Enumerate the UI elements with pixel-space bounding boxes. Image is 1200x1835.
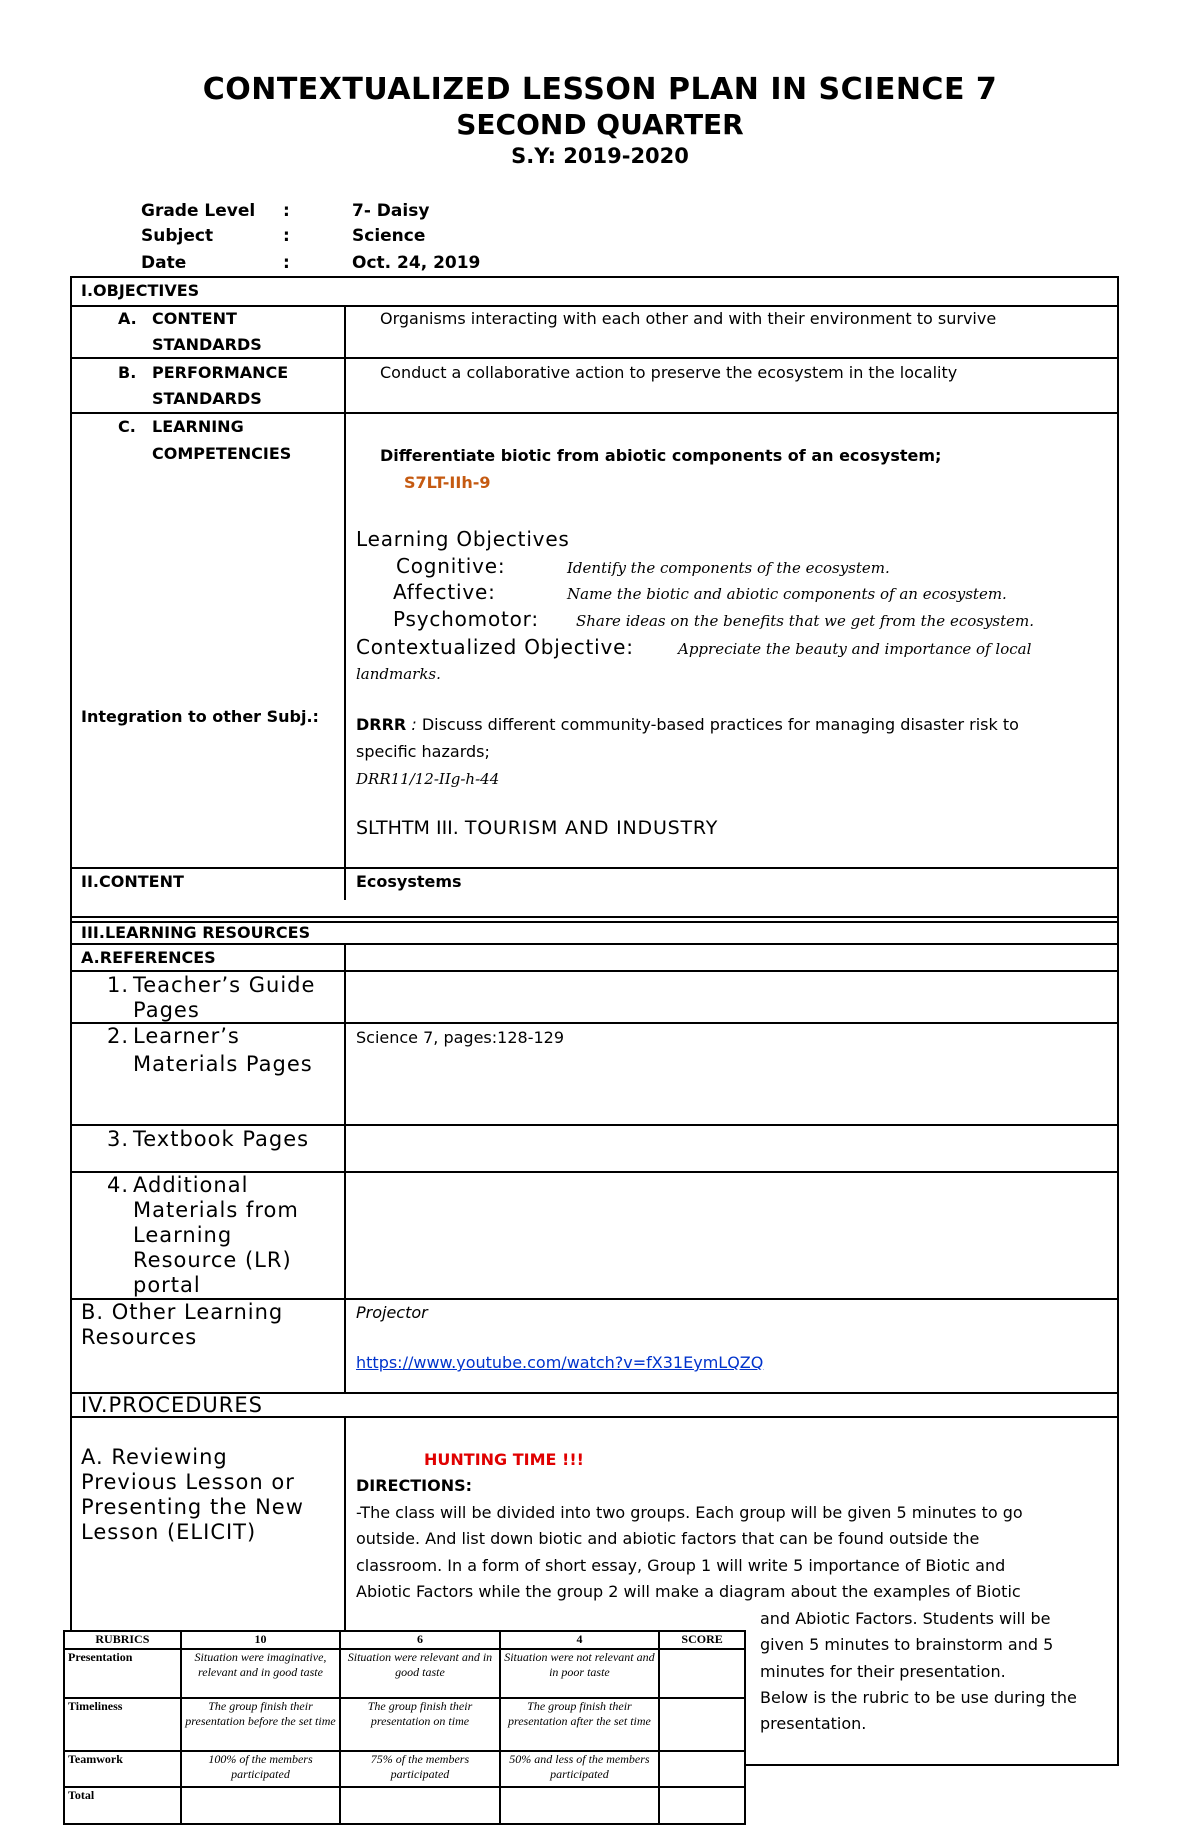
learners-materials-label: Materials Pages	[133, 1052, 313, 1076]
rubric-criterion: Teamwork	[64, 1751, 181, 1787]
rubric-descriptor	[500, 1787, 659, 1824]
learners-materials-value: Science 7, pages:128-129	[356, 1028, 564, 1047]
resource-number: 3.	[107, 1127, 130, 1151]
competency-code: S7LT-IIh-9	[404, 473, 491, 492]
teachers-guide-label: Teacher’s Guide	[133, 973, 316, 997]
rubric-descriptor: The group finish their presentation before the set time	[181, 1698, 340, 1751]
competency-text: Differentiate biotic from abiotic components of an ecosystem;	[380, 446, 942, 465]
rubric-header: 4	[500, 1631, 659, 1649]
additional-materials-label: Learning	[133, 1223, 233, 1247]
rubric-header: 10	[181, 1631, 340, 1649]
info-label: Date	[141, 253, 187, 273]
info-colon: :	[283, 226, 290, 246]
rubric-descriptor: 100% of the members participated	[181, 1751, 340, 1787]
procedure-a-label: Presenting the New	[81, 1495, 304, 1519]
performance-standards-label: STANDARDS	[152, 389, 262, 408]
info-label: Subject	[141, 226, 214, 246]
info-subject-value: Science	[352, 226, 426, 246]
procedure-a-label: Previous Lesson or	[81, 1470, 295, 1494]
table-border	[1117, 276, 1119, 1765]
directions-line: classroom. In a form of short essay, Group 1 will write 5 importance of Biotic and	[356, 1556, 1006, 1575]
integration-label: Integration to other Subj.:	[81, 707, 319, 726]
rubric-descriptor	[340, 1787, 499, 1824]
contextualized-label: Contextualized Objective:	[356, 635, 634, 659]
rubric-score-cell[interactable]	[659, 1751, 745, 1787]
learning-objectives-heading: Learning Objectives	[356, 527, 570, 551]
directions-line: and Abiotic Factors. Students will be	[760, 1609, 1051, 1628]
table-border	[70, 867, 1119, 869]
learning-competencies-label: LEARNING	[152, 417, 244, 436]
rubric-header-row	[64, 1631, 745, 1649]
rubric-total-row	[64, 1787, 745, 1824]
table-border	[70, 970, 1119, 972]
rubric-header: SCORE	[659, 1631, 745, 1649]
youtube-link[interactable]: https://www.youtube.com/watch?v=fX31EymLQZQ	[356, 1353, 764, 1372]
rubric-descriptor: The group finish their presentation after the set time	[500, 1698, 659, 1751]
rubric-criterion: Total	[64, 1787, 181, 1824]
additional-materials-label: Resource (LR)	[133, 1248, 292, 1272]
rubric-descriptor: Situation were imaginative, relevant and in good taste	[181, 1649, 340, 1698]
rubric-criterion: Timeliness	[64, 1698, 181, 1751]
rubric-table	[63, 1630, 746, 1825]
slthtm-line	[356, 815, 718, 841]
table-divider	[344, 1418, 346, 1630]
textbook-pages-label: Textbook Pages	[133, 1127, 310, 1151]
content-standards-value: Organisms interacting with each other and with their environment to survive	[380, 309, 997, 328]
directions-line: Abiotic Factors while the group 2 will make a diagram about the examples of Biotic	[356, 1582, 1021, 1601]
rubric-header: 6	[340, 1631, 499, 1649]
activity-title: HUNTING TIME !!!	[424, 1450, 584, 1469]
resource-number: 2.	[107, 1024, 130, 1048]
slthtm-prefix: SLTHTM III.	[356, 817, 459, 839]
school-year: S.Y: 2019-2020	[511, 144, 689, 168]
rubric-descriptor: 75% of the members participated	[340, 1751, 499, 1787]
info-date-value: Oct. 24, 2019	[352, 253, 481, 273]
table-border	[70, 1124, 1119, 1126]
rubric-descriptor	[181, 1787, 340, 1824]
contextualized-objective: Appreciate the beauty and importance of local	[678, 640, 1032, 658]
references-heading: A.REFERENCES	[81, 948, 216, 967]
cognitive-label: Cognitive:	[396, 554, 506, 578]
performance-standards-value: Conduct a collaborative action to preserve the ecosystem in the locality	[380, 363, 958, 382]
cognitive-objective: Identify the components of the ecosystem.	[567, 559, 890, 577]
teachers-guide-label: Pages	[133, 998, 200, 1022]
info-label: Grade Level	[141, 201, 256, 221]
resource-number: 4.	[107, 1173, 130, 1197]
directions-line: Below is the rubric to be use during the	[760, 1688, 1077, 1707]
directions-line: -The class will be divided into two groups. Each group will be given 5 minutes to go	[356, 1503, 1023, 1522]
table-divider	[344, 945, 346, 1393]
rubric-row	[64, 1649, 745, 1698]
additional-materials-label: portal	[133, 1273, 201, 1297]
additional-materials-label: Additional	[133, 1173, 249, 1197]
other-resources-value: Projector	[356, 1303, 428, 1322]
document-title: CONTEXTUALIZED LESSON PLAN IN SCIENCE 7	[202, 72, 998, 107]
content-standards-label: CONTENT	[152, 309, 237, 328]
performance-standards-label: PERFORMANCE	[152, 363, 289, 382]
drrr-separator: :	[411, 715, 417, 734]
procedure-a-label: A. Reviewing	[81, 1445, 228, 1469]
directions-label: DIRECTIONS:	[356, 1476, 473, 1495]
quarter-title: SECOND QUARTER	[456, 108, 744, 141]
rubric-header: RUBRICS	[64, 1631, 181, 1649]
table-border	[70, 276, 72, 1765]
drrr-text: Discuss different community-based practices for managing disaster risk to	[421, 715, 1019, 734]
rubric-descriptor: 50% and less of the members participated	[500, 1751, 659, 1787]
procedure-a-label: Lesson (ELICIT)	[81, 1520, 257, 1544]
info-grade-value: 7- Daisy	[352, 201, 430, 221]
rubric-descriptor: Situation were not relevant and in poor taste	[500, 1649, 659, 1698]
learning-competencies-label: COMPETENCIES	[152, 444, 292, 463]
info-colon: :	[283, 201, 290, 221]
drrr-text: specific hazards;	[356, 742, 490, 761]
rubric-score-cell[interactable]	[659, 1649, 745, 1698]
learning-competencies-letter: C.	[118, 417, 136, 436]
other-resources-label: Resources	[81, 1325, 198, 1349]
procedures-heading: IV.PROCEDURES	[81, 1393, 263, 1417]
directions-line: outside. And list down biotic and abiotic factors that can be found outside the	[356, 1529, 980, 1548]
additional-materials-label: Materials from	[133, 1198, 299, 1222]
other-resources-label: B. Other Learning	[81, 1300, 284, 1324]
contextualized-objective: landmarks.	[356, 665, 441, 683]
rubric-criterion: Presentation	[64, 1649, 181, 1698]
resources-heading: III.LEARNING RESOURCES	[81, 923, 311, 942]
rubric-score-cell[interactable]	[659, 1787, 745, 1824]
table-divider	[344, 305, 346, 900]
rubric-score-cell[interactable]	[659, 1698, 745, 1751]
content-standards-letter: A.	[118, 309, 137, 328]
rubric-row	[64, 1751, 745, 1787]
rubric-descriptor: The group finish their presentation on time	[340, 1698, 499, 1751]
affective-objective: Name the biotic and abiotic components of an ecosystem.	[567, 585, 1007, 603]
learners-materials-label: Learner’s	[133, 1024, 240, 1048]
drrr-line	[356, 712, 1019, 738]
resource-number: 1.	[107, 973, 130, 997]
content-value: Ecosystems	[356, 872, 462, 891]
table-border	[70, 916, 1119, 918]
content-heading: II.CONTENT	[81, 872, 184, 891]
directions-line: minutes for their presentation.	[760, 1662, 1006, 1681]
performance-standards-letter: B.	[118, 363, 137, 382]
affective-label: Affective:	[393, 580, 496, 604]
drrr-code: DRR11/12-IIg-h-44	[356, 770, 500, 788]
psychomotor-label: Psychomotor:	[393, 607, 539, 631]
slthtm-title: TOURISM AND INDUSTRY	[464, 817, 719, 839]
psychomotor-objective: Share ideas on the benefits that we get from the ecosystem.	[576, 612, 1035, 630]
content-standards-label: STANDARDS	[152, 335, 262, 354]
directions-line: given 5 minutes to brainstorm and 5	[760, 1635, 1054, 1654]
table-border	[70, 276, 1119, 278]
objectives-heading: I.OBJECTIVES	[81, 281, 200, 300]
drrr-label: DRRR	[356, 715, 407, 734]
rubric-descriptor: Situation were relevant and in good taste	[340, 1649, 499, 1698]
rubric-row	[64, 1698, 745, 1751]
info-colon: :	[283, 253, 290, 273]
directions-line: presentation.	[760, 1714, 867, 1733]
